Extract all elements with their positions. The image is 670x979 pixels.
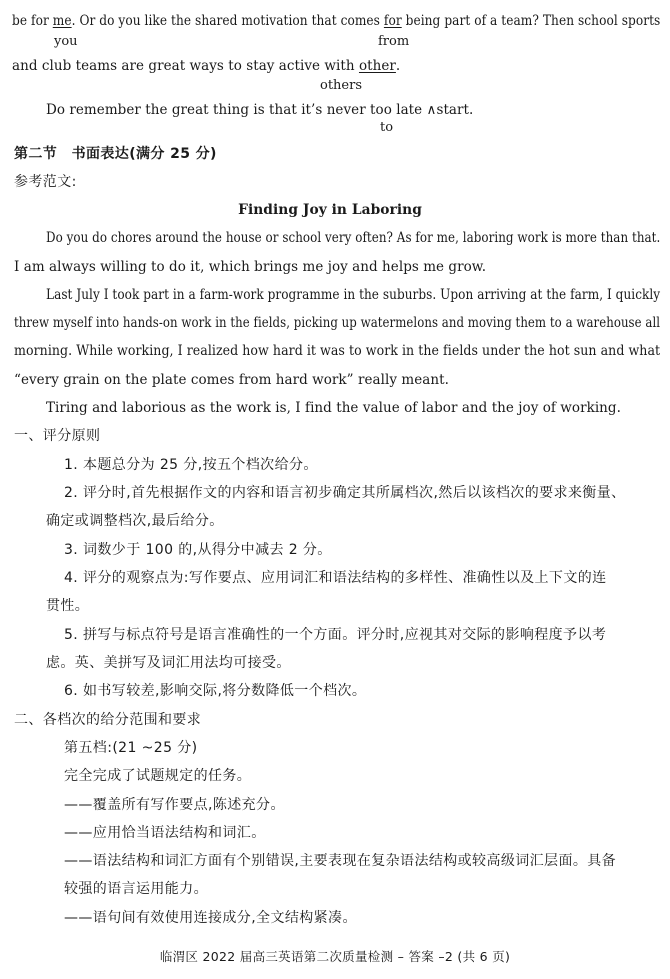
principle-item: 4. 评分的观察点为:写作要点、应用词汇和语法结构的多样性、准确性以及上下文的连 — [64, 570, 607, 586]
reference-label: 参考范文: — [14, 174, 77, 190]
essay-title: Finding Joy in Laboring — [238, 202, 422, 218]
essay-line: threw myself into hands-on work in the fields, picking up watermelons and moving them to a warehouse all — [14, 315, 661, 331]
principle-item: 确定或调整档次,最后给分。 — [46, 513, 224, 529]
essay-line: Last July I took part in a farm-work programme in the suburbs. Upon arriving at the farm, I quickly — [46, 287, 661, 303]
tier-5-title: 第五档:(21 ~25 分) — [64, 740, 198, 756]
tier-5-line: ——覆盖所有写作要点,陈述充分。 — [64, 797, 285, 813]
page-footer: 临渭区 2022 届高三英语第二次质量检测 – 答案 –2 (共 6 页) — [159, 949, 511, 964]
principle-item: 6. 如书写较差,影响交际,将分数降低一个档次。 — [64, 683, 367, 699]
principle-item: 贯性。 — [46, 598, 90, 614]
correction-line-3-text-end: start. — [436, 102, 474, 118]
correction-line-3-text: Do remember the great thing is that it’s never too late — [46, 102, 427, 118]
tier-5-line: ——语法结构和词汇方面有个别错误,主要表现在复杂语法结构或较高级词汇层面。具备 — [64, 853, 617, 869]
tier-5-line: ——语句间有效使用连接成分,全文结构紧凑。 — [64, 910, 357, 926]
essay-line: morning. While working, I realized how hard it was to work in the fields under the hot sun and what — [14, 343, 661, 359]
correction-line-3 — [46, 101, 473, 119]
principle-item: 2. 评分时,首先根据作文的内容和语言初步确定其所属档次,然后以该档次的要求来衡量、 — [64, 485, 626, 501]
correction-line-1 — [12, 12, 661, 30]
marked-word-for: for — [383, 13, 402, 29]
principles-heading: 一、评分原则 — [14, 428, 101, 444]
correction-to: to — [380, 120, 394, 135]
principle-item: 5. 拼写与标点符号是语言准确性的一个方面。评分时,应视其对交际的影响程度予以考 — [64, 627, 607, 643]
section-2-heading: 第二节 书面表达(满分 25 分) — [14, 146, 217, 162]
tier-5-line: ——应用恰当语法结构和词汇。 — [64, 825, 266, 841]
correction-from: from — [378, 34, 410, 49]
correction-line-2-text-a: and club teams are great ways to stay active with — [12, 58, 359, 74]
correction-line-2 — [12, 57, 400, 75]
essay-line: Tiring and laborious as the work is, I find the value of labor and the joy of working. — [46, 400, 621, 416]
principle-item: 1. 本题总分为 25 分,按五个档次给分。 — [64, 457, 318, 473]
principle-item: 虑。英、美拼写及词汇用法均可接受。 — [46, 655, 291, 671]
correction-line-2-text-b: . — [395, 58, 401, 74]
correction-you: you — [54, 34, 78, 49]
insert-caret-icon: ∧ — [426, 102, 437, 118]
correction-others: others — [320, 78, 363, 93]
ranges-heading: 二、各档次的给分范围和要求 — [14, 712, 202, 728]
marked-word-me: me — [52, 13, 72, 29]
tier-5-line: 完全完成了试题规定的任务。 — [64, 768, 252, 784]
tier-5-line: 较强的语言运用能力。 — [64, 881, 208, 897]
correction-line-1-text-c: being part of a team? Then school sports — [401, 13, 661, 29]
essay-line: Do you do chores around the house or school very often? As for me, laboring work is more than that. — [46, 230, 661, 246]
marked-word-other: other — [358, 58, 396, 74]
essay-line: “every grain on the plate comes from hard work” really meant. — [14, 372, 449, 388]
correction-line-1-text-b: . Or do you like the shared motivation that comes — [71, 13, 384, 29]
essay-line: I am always willing to do it, which brings me joy and helps me grow. — [14, 259, 487, 275]
correction-line-1-text-a: be for — [12, 13, 53, 29]
principle-item: 3. 词数少于 100 的,从得分中减去 2 分。 — [64, 542, 332, 558]
